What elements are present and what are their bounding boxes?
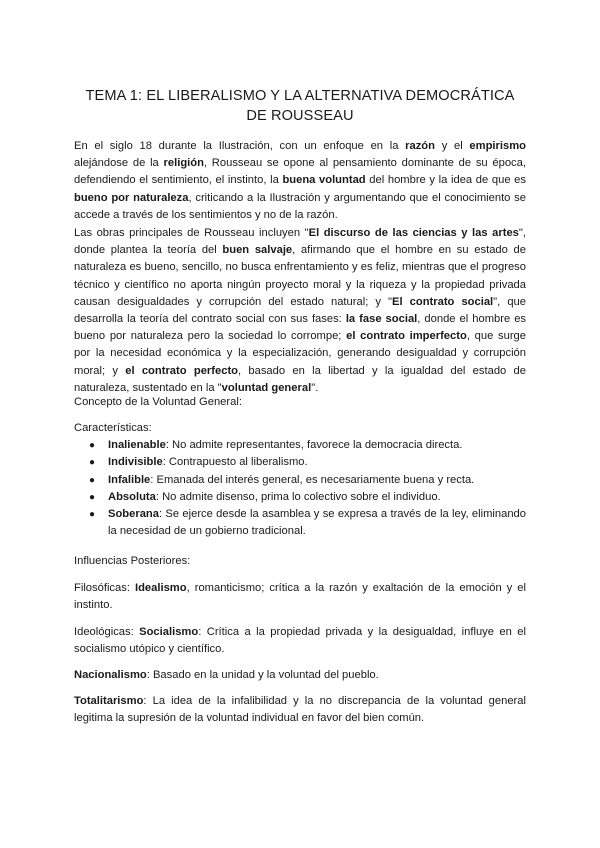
text-run: Filosóficas: bbox=[74, 582, 135, 594]
list-item-text bbox=[108, 456, 308, 468]
text-run: : No admite disenso, prima lo colectivo sobre el individuo. bbox=[155, 490, 441, 503]
bold-run: voluntad general bbox=[221, 381, 312, 394]
text-run: , basado en la libertad y la igualdad del estado de naturaleza, sustentado en la " bbox=[74, 364, 526, 394]
text-run: , Rousseau se opone al pensamiento dominante de su época, defendiendo el sentimiento, el instinto, la bbox=[74, 157, 526, 187]
bullet-icon: ● bbox=[89, 491, 96, 503]
page-title bbox=[60, 86, 540, 126]
list-item-soberana bbox=[74, 506, 526, 540]
text-run: : Contrapuesto al liberalismo. bbox=[162, 456, 308, 469]
title-line-2: DE ROUSSEAU bbox=[246, 108, 354, 124]
ideologicas-paragraph bbox=[74, 624, 526, 658]
totalitarismo-paragraph bbox=[74, 693, 526, 727]
bold-run: Idealismo bbox=[134, 582, 187, 594]
filosoficas-paragraph bbox=[74, 580, 526, 614]
works-paragraph bbox=[74, 225, 526, 397]
bold-run: bueno por naturaleza bbox=[74, 191, 189, 204]
influencias-heading: Influencias Posteriores: bbox=[74, 555, 191, 567]
text-run: En el siglo 18 durante la Ilustración, con un enfoque en la bbox=[74, 140, 406, 152]
text-run: del hombre y la idea de que es bbox=[365, 174, 526, 187]
bold-run: Infalible bbox=[108, 473, 151, 486]
text-run: ". bbox=[311, 381, 319, 394]
list-item-text bbox=[108, 491, 441, 503]
bullet-icon: ● bbox=[89, 509, 96, 521]
title-line-1: TEMA 1: EL LIBERALISMO Y LA ALTERNATIVA DEMOCRÁTICA bbox=[85, 88, 515, 104]
text-run: alejándose de la bbox=[74, 157, 164, 170]
bold-run: Socialismo bbox=[139, 626, 199, 638]
text-run: : Basado en la unidad y la voluntad del pueblo. bbox=[146, 669, 379, 681]
list-item-inalienable bbox=[74, 437, 526, 454]
text-run: ", que desarrolla la teoría del contrato social con sus fases: bbox=[74, 295, 526, 326]
text-run: , romanticismo; crítica a la razón y exaltación de la emoción y el instinto. bbox=[74, 582, 527, 612]
bold-run: el contrato perfecto bbox=[125, 364, 239, 377]
text-run: Ideológicas: bbox=[74, 626, 140, 638]
text-run: , que surge por la necesidad económica y la especialización, generando desigualdad y corrupción moral; y bbox=[74, 330, 526, 377]
list-item-indivisible bbox=[74, 454, 526, 471]
list-item-text bbox=[108, 439, 462, 451]
text-run: : Emanada del interés general, es necesariamente buena y recta. bbox=[150, 473, 475, 486]
bold-run: Nacionalismo bbox=[74, 669, 147, 681]
bold-run: Totalitarismo bbox=[74, 695, 144, 707]
bold-run: empirismo bbox=[469, 140, 526, 152]
bold-run: buena voluntad bbox=[282, 174, 366, 187]
text-run: , afirmando que el hombre en su estado de naturaleza es bueno, sencillo, no busca enfrentamiento y es feliz, mientras que el progreso técnico y científico no aporta ningún proyecto moral y la riqueza y la propiedad privada causan desigualdades y corrupción del estado natural; y " bbox=[74, 244, 526, 308]
bold-run: Indivisible bbox=[108, 456, 163, 469]
list-item-text bbox=[108, 508, 526, 537]
text-run: : Se ejerce desde la asamblea y se expresa a través de la ley, eliminando la necesidad de un gobierno tradicional. bbox=[108, 508, 526, 538]
bold-run: Inalienable bbox=[108, 439, 166, 452]
list-item-text bbox=[108, 474, 474, 486]
bold-run: la fase social bbox=[345, 313, 418, 326]
bullet-icon: ● bbox=[89, 440, 96, 452]
bold-run: religión bbox=[163, 157, 204, 170]
text-run: : Crítica a la propiedad privada y la desigualdad, influye en el socialismo utópico y científico. bbox=[74, 626, 526, 656]
bullet-icon: ● bbox=[89, 474, 96, 486]
text-run: : La idea de la infalibilidad y la no discrepancia de la voluntad general legitima la supresión de la voluntad individual en favor del bien común. bbox=[74, 695, 526, 725]
bullet-icon: ● bbox=[89, 457, 96, 469]
intro-paragraph bbox=[74, 138, 526, 224]
bold-run: El discurso de las ciencias y las artes bbox=[308, 227, 519, 239]
bold-run: El contrato social bbox=[392, 295, 494, 308]
bold-run: razón bbox=[405, 140, 435, 152]
caracteristicas-list bbox=[74, 420, 526, 540]
text-run: Las obras principales de Rousseau incluyen " bbox=[74, 227, 309, 239]
caracteristicas-heading: Características: bbox=[74, 422, 152, 434]
bold-run: Soberana bbox=[108, 508, 159, 521]
list-item-absoluta bbox=[74, 489, 526, 506]
text-run: : No admite representantes, favorece la democracia directa. bbox=[165, 439, 463, 452]
bold-run: el contrato imperfecto bbox=[346, 330, 467, 343]
text-run: y el bbox=[434, 140, 470, 152]
nacionalismo-paragraph bbox=[74, 667, 526, 684]
list-item-infalible bbox=[74, 472, 526, 489]
text-run: ", donde plantea la teoría del bbox=[74, 227, 526, 257]
text-run: , criticando a la Ilustración y argumentando que el conocimiento se accede a través de los sentimientos y no de la razón. bbox=[74, 191, 526, 221]
concepto-heading: Concepto de la Voluntad General: bbox=[74, 396, 242, 408]
bold-run: buen salvaje bbox=[222, 244, 293, 257]
text-run: , donde el hombre es bueno por naturaleza pero la sociedad lo corrompe; bbox=[74, 313, 527, 343]
bold-run: Absoluta bbox=[108, 490, 156, 503]
